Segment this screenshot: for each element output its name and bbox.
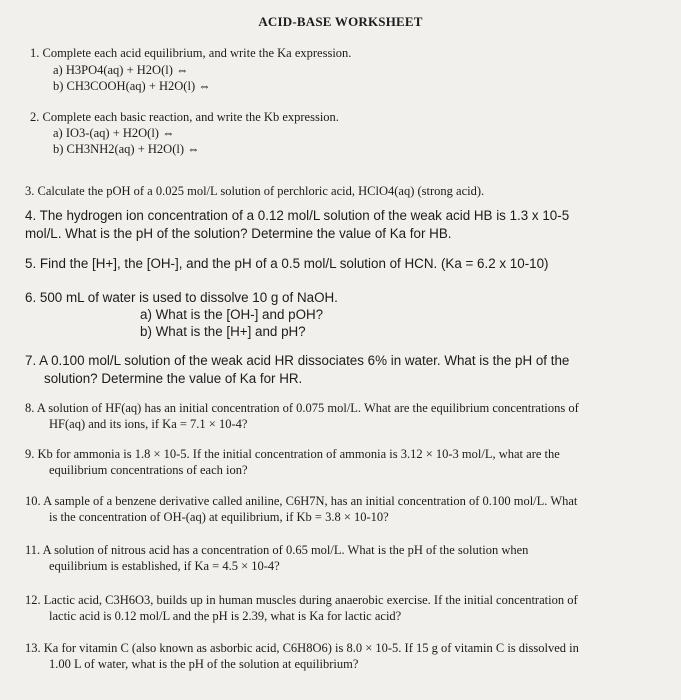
question-12: 12. Lactic acid, C3H6O3, builds up in human muscles during anaerobic exercise. If the initial concentration of lactic acid is 0.12 mol/L and the pH is 2.39, what is Ka for lactic acid? — [25, 593, 578, 623]
question-5: 5. Find the [H+], the [OH-], and the pH of a 0.5 mol/L solution of HCN. (Ka = 6.2 x 10-10) — [25, 256, 549, 271]
question-2: 2. Complete each basic reaction, and write the Kb expression. — [30, 110, 339, 124]
question-6: 6. 500 mL of water is used to dissolve 10 g of NaOH. — [25, 290, 338, 305]
question-6-part-b: b) What is the [H+] and pH? — [140, 324, 306, 339]
question-9: 9. Kb for ammonia is 1.8 × 10-5. If the initial concentration of ammonia is 3.12 × 10-3 mol/L, what are the equilibrium concentrations of each ion? — [25, 447, 560, 477]
question-1-part-a: a) H3PO4(aq) + H2O(l) ⇔ — [53, 63, 189, 77]
question-13: 13. Ka for vitamin C (also known as asborbic acid, C6H8O6) is 8.0 × 10-5. If 15 g of vitamin C is dissolved in 1.00 L of water, what is the pH of the solution at equilibrium? — [25, 641, 579, 671]
worksheet-title: ACID-BASE WORKSHEET — [258, 14, 423, 29]
question-2-part-b: b) CH3NH2(aq) + H2O(l) ⇔ — [53, 142, 200, 156]
question-7: 7. A 0.100 mol/L solution of the weak acid HR dissociates 6% in water. What is the pH of the solution? Determine the value of Ka for HR. — [25, 353, 570, 386]
question-10: 10. A sample of a benzene derivative called aniline, C6H7N, has an initial concentration of 0.100 mol/L. What is the concentration of OH-(aq) at equilibrium, if Kb = 3.8 × 10-10? — [25, 494, 578, 524]
question-8: 8. A solution of HF(aq) has an initial concentration of 0.075 mol/L. What are the equilibrium concentrations of HF(aq) and its ions, if Ka = 7.1 × 10-4? — [25, 401, 579, 431]
question-3: 3. Calculate the pOH of a 0.025 mol/L solution of perchloric acid, HClO4(aq) (strong acid). — [25, 184, 485, 198]
question-4: 4. The hydrogen ion concentration of a 0.12 mol/L solution of the weak acid HB is 1.3 x 10-5 mol/L. What is the pH of the solution? Determine the value of Ka for HB. — [25, 208, 570, 241]
question-6-part-a: a) What is the [OH-] and pOH? — [140, 307, 324, 322]
question-1-part-b: b) CH3COOH(aq) + H2O(l) ⇔ — [53, 79, 211, 93]
question-2-part-a: a) IO3-(aq) + H2O(l) ⇔ — [53, 126, 175, 140]
question-1: 1. Complete each acid equilibrium, and write the Ka expression. — [30, 46, 352, 60]
question-11: 11. A solution of nitrous acid has a concentration of 0.65 mol/L. What is the pH of the solution when equilibrium is established, if Ka = 4.5 × 10-4? — [25, 543, 529, 573]
